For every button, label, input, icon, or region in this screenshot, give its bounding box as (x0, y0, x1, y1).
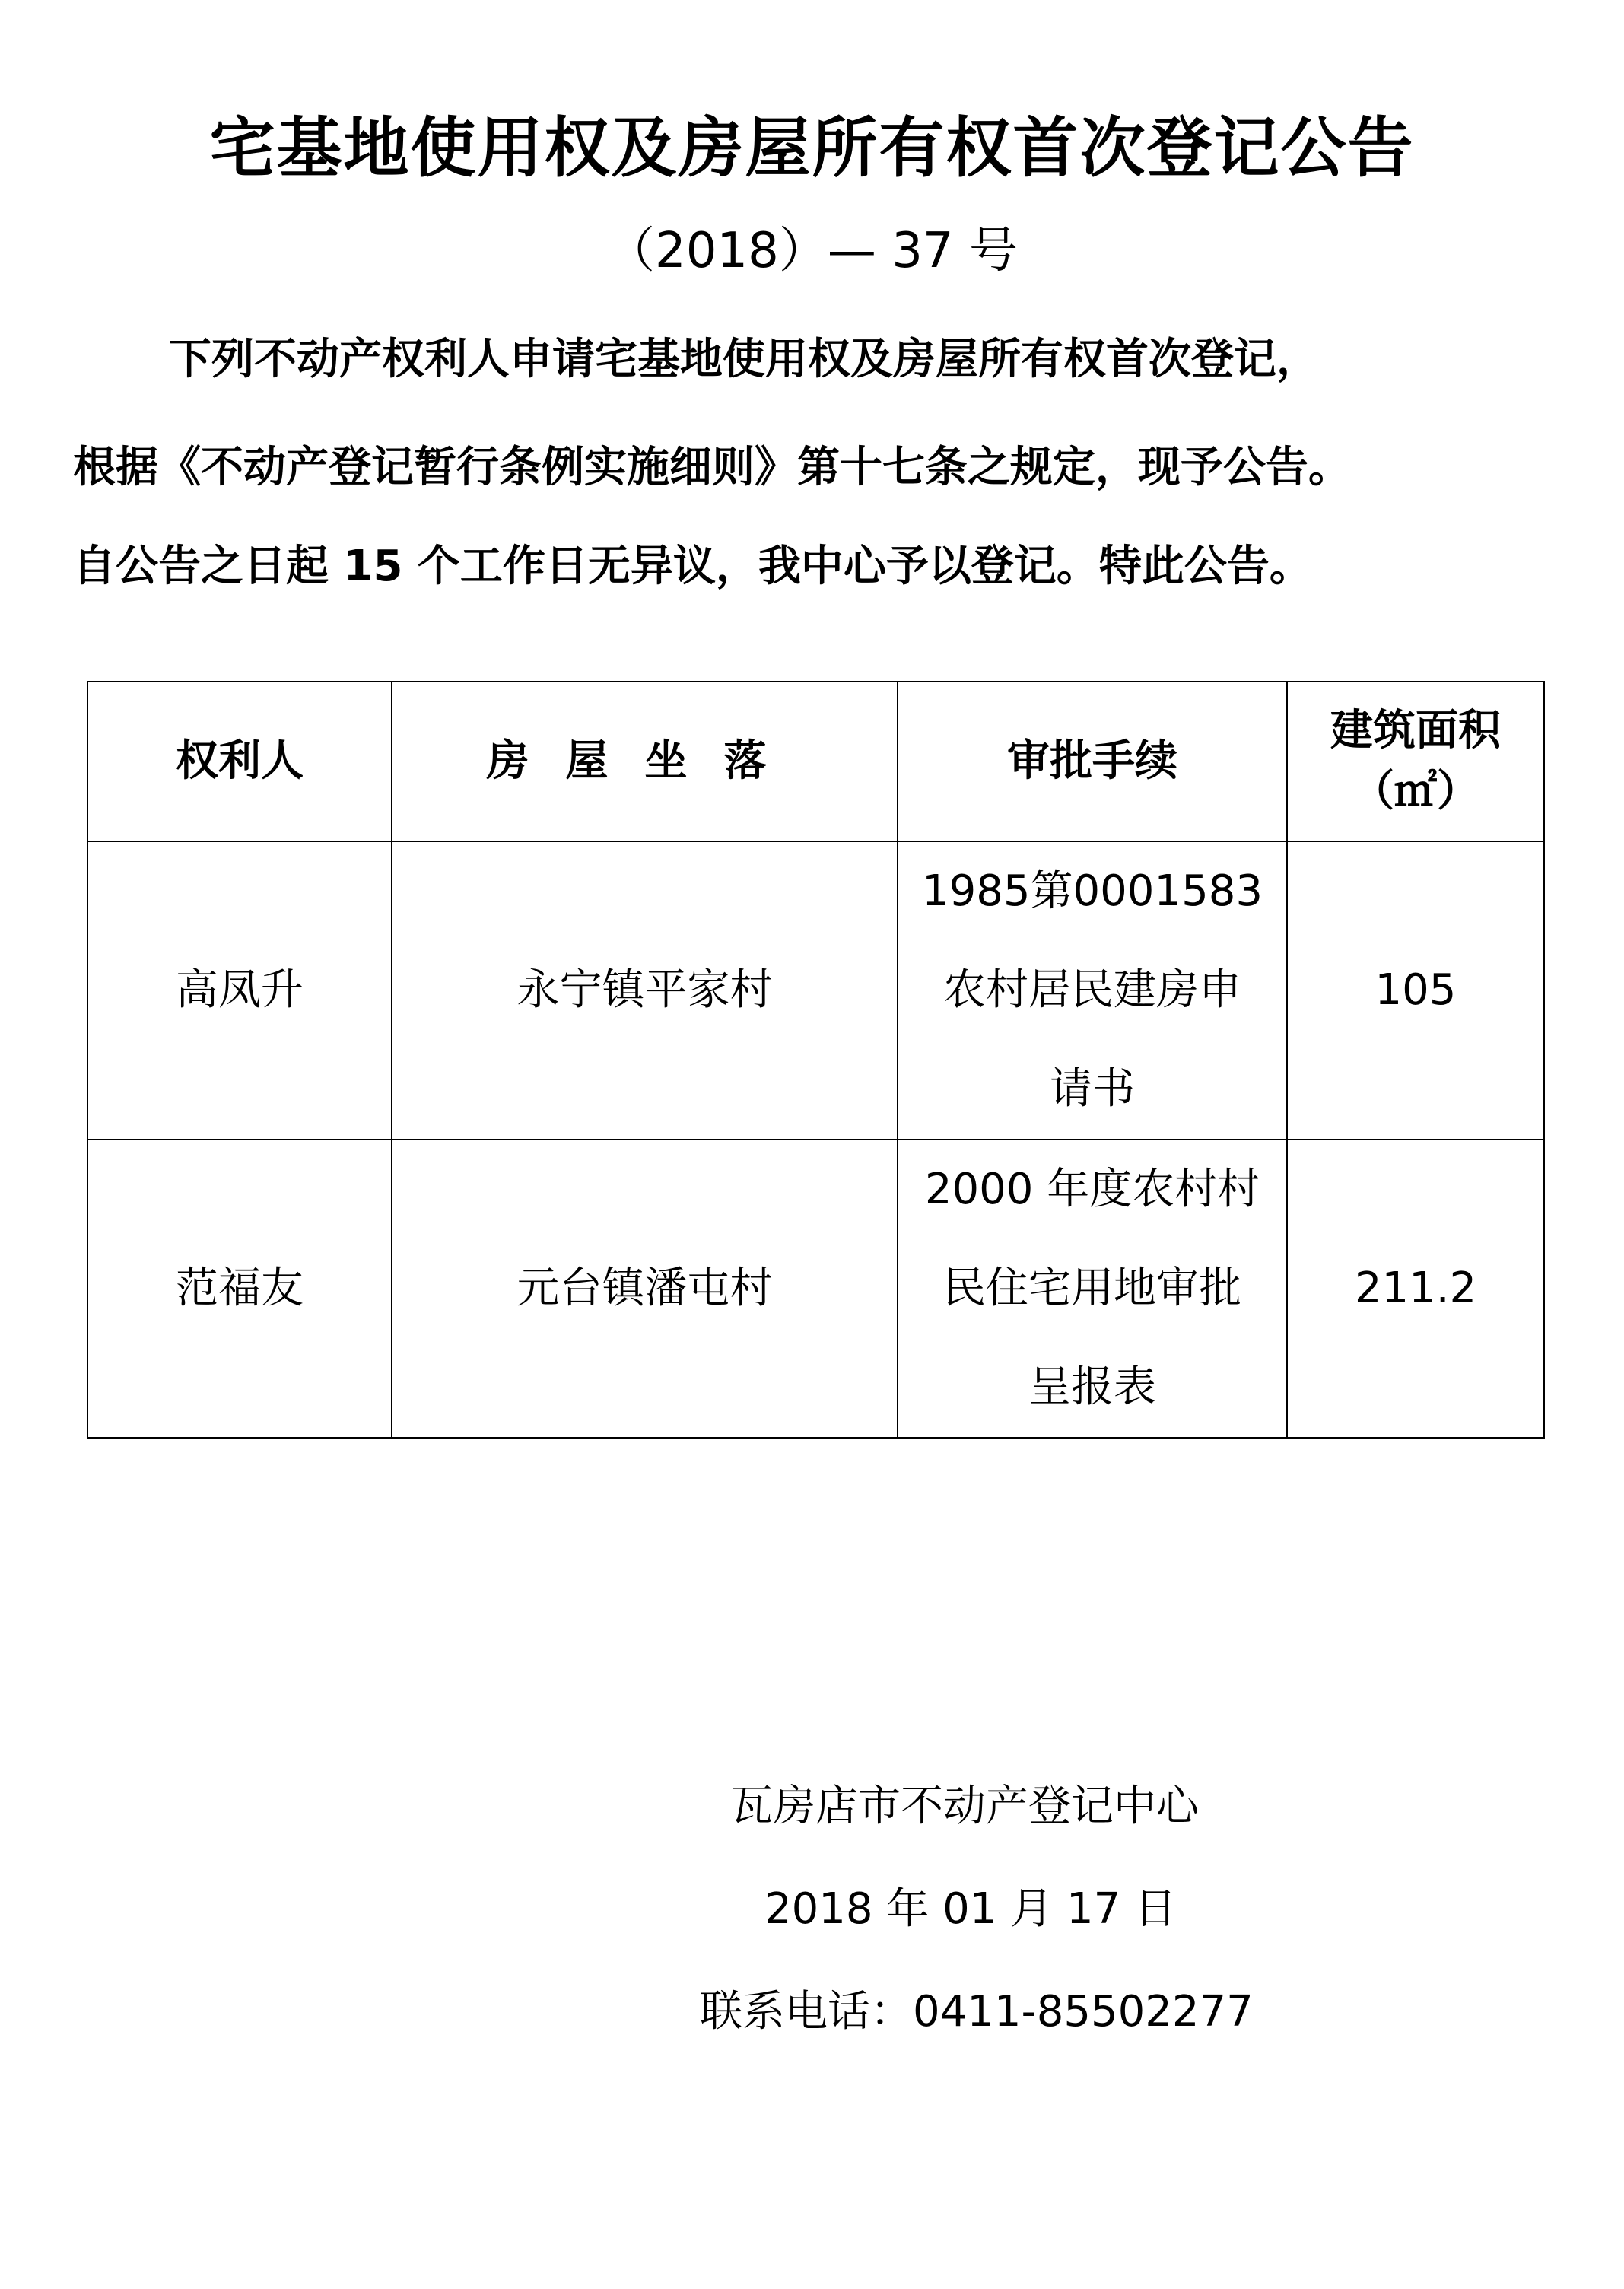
header-location-label: 房屋坐落 (486, 736, 803, 786)
header-area-label: 建筑面积 (1330, 706, 1501, 755)
registration-table (87, 681, 1545, 1439)
header-approval: 审批手续 (898, 682, 1287, 841)
header-location (392, 682, 898, 841)
contact-phone: 联系电话：0411-85502277 (700, 1987, 1254, 2036)
issuing-organization: 瓦房店市不动产登记中心 (730, 1782, 1199, 1831)
notice-number: （2018）— 37 号 (606, 223, 1018, 279)
body-line-2: 根据《不动产登记暂行条例实施细则》第十七条之规定，现予公告。 (73, 443, 1351, 492)
cell-location: 永宁镇平家村 (392, 841, 898, 1140)
header-area (1287, 682, 1544, 841)
notice-title: 宅基地使用权及房屋所有权首次登记公告 (209, 110, 1415, 186)
cell-location: 元台镇潘屯村 (392, 1140, 898, 1438)
cell-approval: 1985第0001583 农村居民建房申 请书 (898, 841, 1287, 1140)
header-holder: 权利人 (87, 682, 392, 841)
table-row (87, 841, 1544, 1140)
cell-holder: 高凤升 (87, 841, 392, 1140)
body-line-3: 自公告之日起 15 个工作日无异议，我中心予以登记。特此公告。 (73, 542, 1312, 591)
cell-approval: 2000 年度农村村 民住宅用地审批 呈报表 (898, 1140, 1287, 1438)
table-header-row (87, 682, 1544, 841)
table-row (87, 1140, 1544, 1438)
issue-date: 2018 年 01 月 17 日 (764, 1884, 1177, 1934)
cell-area: 211.2 (1287, 1140, 1544, 1438)
cell-holder: 范福友 (87, 1140, 392, 1438)
cell-area: 105 (1287, 841, 1544, 1140)
body-line-1: 下列不动产权利人申请宅基地使用权及房屋所有权首次登记， (169, 335, 1319, 384)
header-area-unit: （㎡） (1352, 767, 1479, 816)
